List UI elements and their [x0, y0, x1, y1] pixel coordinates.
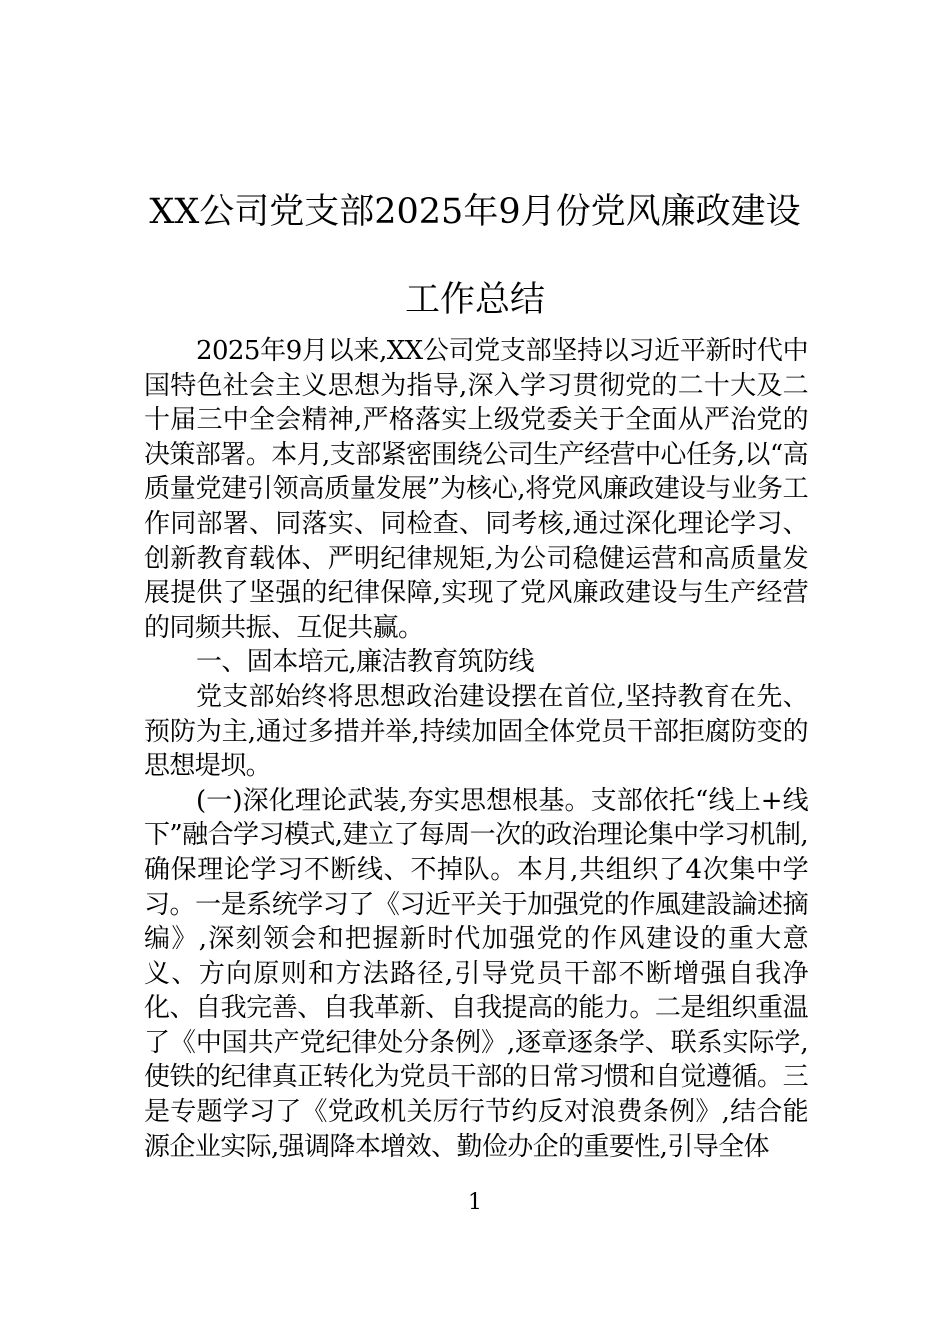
document-body — [144, 334, 808, 1164]
section-heading: 一、固本培元,廉洁教育筑防线 — [196, 647, 534, 678]
subsection-paragraph: (一)深化理论武装,夯实思想根基。支部依托“线上+线下”融合学习模式,建立了每周一次的政治理论集中学习机制,确保理论学习不断线、不掉队。本月,共组织了4次集中学习。一是系统学习了《习近平关于加强党的作風建設論述摘编》,深刻领会和把握新时代加强党的作风建设的重大意义、方向原则和方法路径,引导党员干部不断增强自我净化、自我完善、自我革新、自我提高的能力。二是组织重温了《中国共产党纪律处分条例》,逐章逐条学、联系实际学,使铁的纪律真正转化为党员干部的日常习惯和自觉遵循。三是专题学习了《党政机关厉行节约反对浪费条例》,结合能源企业实际,强调降本增效、勤俭办企的重要性,引导全体 — [144, 785, 808, 1162]
section-intro-paragraph: 党支部始终将思想政治建设摆在首位,坚持教育在先、预防为主,通过多措并举,持续加固全体党员干部拒腐防变的思想堤坝。 — [144, 681, 808, 782]
document-title: XX公司党支部2025年9月份党风廉政建设工作总结 — [149, 192, 801, 320]
intro-paragraph: 2025年9月以来,XX公司党支部坚持以习近平新时代中国特色社会主义思想为指导,深入学习贯彻党的二十大及二十届三中全会精神,严格落实上级党委关于全面从严治党的决策部署。本月,支部紧密围绕公司生产经营中心任务,以“高质量党建引领高质量发展”为核心,将党风廉政建设与业务工作同部署、同落实、同检查、同考核,通过深化理论学习、创新教育载体、严明纪律规矩,为公司稳健运营和高质量发展提供了坚强的纪律保障,实现了党风廉政建设与生产经营的同频共振、互促共赢。 — [144, 336, 808, 643]
page-number: 1 — [468, 1190, 482, 1215]
